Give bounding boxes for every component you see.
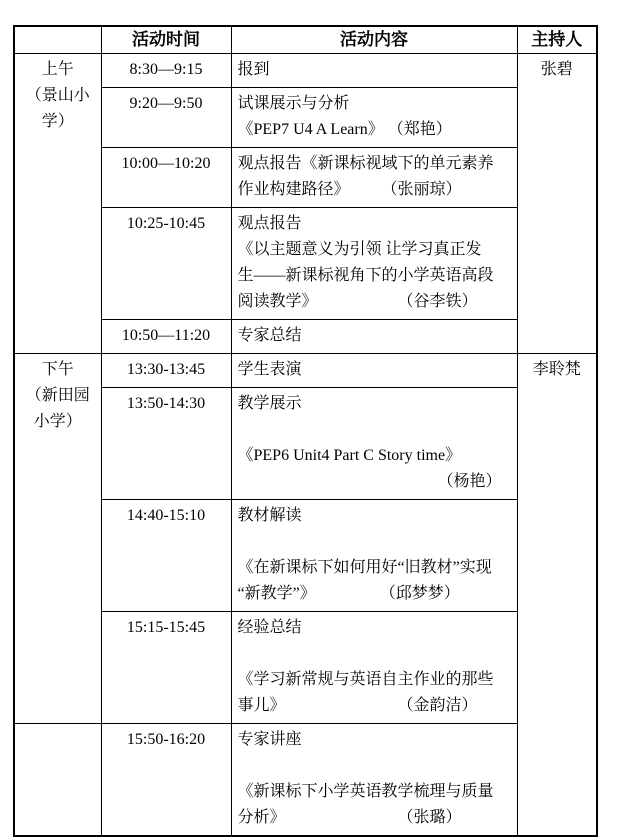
content-cell <box>231 88 517 148</box>
column-header-content: 活动内容 <box>231 26 517 54</box>
session-line: 学） <box>41 113 74 130</box>
content-cell <box>231 500 517 612</box>
time-cell <box>101 88 231 148</box>
content-line: 试课展示与分析 <box>237 95 350 112</box>
time-cell <box>101 612 231 724</box>
content-line <box>238 641 511 667</box>
time-text: 10:50—11:20 <box>121 327 211 344</box>
session-line: 小学） <box>33 413 82 430</box>
schedule-table <box>13 25 598 837</box>
header-row <box>14 26 597 54</box>
schedule-row <box>14 320 597 354</box>
session-cell <box>14 54 101 354</box>
time-text: 10:25-10:45 <box>126 215 206 232</box>
schedule-row <box>14 500 597 612</box>
schedule-row <box>14 148 597 208</box>
time-cell <box>101 724 231 837</box>
time-text: 14:40-15:10 <box>126 507 206 524</box>
content-cell <box>231 724 517 837</box>
content-line: 教学展示 <box>237 395 302 412</box>
schedule-row <box>14 612 597 724</box>
content-line <box>238 753 511 779</box>
content-cell <box>231 320 517 354</box>
content-line: 《在新课标下如何用好“旧教材”实现 <box>237 559 492 576</box>
time-text: 10:00—10:20 <box>121 155 211 172</box>
content-line: 生——新课标视角下的小学英语高段 <box>237 267 494 284</box>
content-cell <box>231 208 517 320</box>
content-line: 作业构建路径》 （张丽琼） <box>237 181 462 198</box>
schedule-row <box>14 354 597 388</box>
schedule-row <box>14 54 597 88</box>
content-line: 学生表演 <box>237 361 302 378</box>
content-cell <box>231 354 517 388</box>
session-line <box>21 727 95 753</box>
session-line: （新田园 <box>25 387 90 404</box>
content-line: 阅读教学》 （谷李铁） <box>237 293 478 310</box>
time-text: 13:30-13:45 <box>126 361 206 378</box>
content-line: 《PEP7 U4 A Learn》 （郑艳） <box>237 121 452 138</box>
time-text: 15:50-16:20 <box>126 731 206 748</box>
content-line: 观点报告《新课标视域下的单元素养 <box>237 155 494 172</box>
time-text: 8:30—9:15 <box>129 61 203 78</box>
content-cell <box>231 612 517 724</box>
host-name: 李聆梵 <box>532 361 581 378</box>
content-line: 《以主题意义为引领 让学习真正发 <box>237 241 482 258</box>
content-line: “新教学”》 （邱梦梦） <box>237 585 460 602</box>
content-cell <box>231 388 517 500</box>
content-line: 分析》 （张璐） <box>237 809 462 826</box>
content-line <box>238 529 511 555</box>
time-cell <box>101 320 231 354</box>
session-line: （景山小 <box>25 87 90 104</box>
content-line: 报到 <box>237 61 270 78</box>
content-line <box>238 417 511 443</box>
content-line: 专家讲座 <box>237 731 302 748</box>
time-cell <box>101 148 231 208</box>
time-cell <box>101 388 231 500</box>
time-text: 9:20—9:50 <box>129 95 203 112</box>
host-cell <box>517 54 597 354</box>
schedule-row <box>14 208 597 320</box>
time-text: 13:50-14:30 <box>126 395 206 412</box>
content-line: 事儿》 （金韵洁） <box>237 697 478 714</box>
column-header-session <box>14 26 101 54</box>
host-cell <box>517 354 597 837</box>
schedule-row <box>14 88 597 148</box>
content-line: 教材解读 <box>237 507 302 524</box>
content-line: 经验总结 <box>237 619 302 636</box>
content-line: 《PEP6 Unit4 Part C Story time》 <box>237 447 462 464</box>
column-header-time: 活动时间 <box>101 26 231 54</box>
time-text: 15:15-15:45 <box>126 619 206 636</box>
time-cell <box>101 208 231 320</box>
content-line: 专家总结 <box>237 327 302 344</box>
content-cell <box>231 148 517 208</box>
session-line: 下午 <box>41 361 74 378</box>
session-cell <box>14 724 101 837</box>
column-header-host: 主持人 <box>517 26 597 54</box>
session-line: 上午 <box>41 61 74 78</box>
schedule-row <box>14 388 597 500</box>
session-cell <box>14 354 101 724</box>
content-line: 观点报告 <box>237 215 302 232</box>
content-line: （杨艳） <box>237 473 502 490</box>
time-cell <box>101 54 231 88</box>
host-name: 张碧 <box>540 61 573 78</box>
time-cell <box>101 354 231 388</box>
schedule-row <box>14 724 597 837</box>
content-cell <box>231 54 517 88</box>
content-line: 《新课标下小学英语教学梳理与质量 <box>237 783 494 800</box>
time-cell <box>101 500 231 612</box>
content-line: 《学习新常规与英语自主作业的那些 <box>237 671 494 688</box>
